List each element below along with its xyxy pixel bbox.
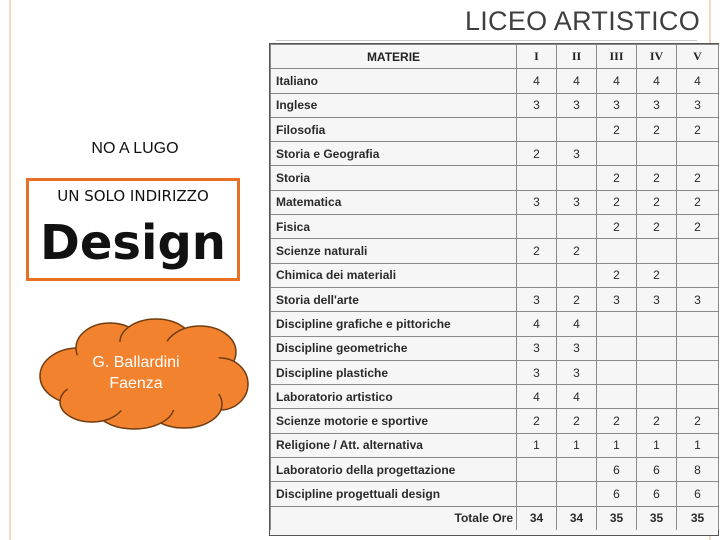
hours-cell-year-5 [677,263,719,287]
subject-cell: Storia e Geografia [271,142,517,166]
hours-cell-year-1: 4 [517,69,557,93]
subject-cell: Filosofia [271,117,517,141]
hours-cell-year-1: 3 [517,190,557,214]
hours-cell-year-2 [557,215,597,239]
indirizzo-box [26,178,240,281]
hours-cell-year-5 [677,142,719,166]
hours-cell-year-5: 8 [677,458,719,482]
total-hours-year-2: 34 [557,506,597,530]
hours-cell-year-2: 2 [557,287,597,311]
table-row [271,433,719,457]
hours-cell-year-3 [597,239,637,263]
subject-cell: Matematica [271,190,517,214]
hours-cell-year-3 [597,336,637,360]
hours-cell-year-5: 6 [677,482,719,506]
header-year-4: IV [637,45,677,69]
hours-cell-year-1 [517,458,557,482]
table-row [271,287,719,311]
hours-cell-year-2: 4 [557,69,597,93]
hours-cell-year-1: 3 [517,336,557,360]
indirizzo-name: Design [40,215,226,271]
header-year-5: V [677,45,719,69]
total-hours-year-5: 35 [677,506,719,530]
table-row [271,360,719,384]
hours-cell-year-3: 2 [597,117,637,141]
slide-title: LICEO ARTISTICO [464,6,700,36]
hours-cell-year-1: 2 [517,239,557,263]
hours-cell-year-3: 6 [597,482,637,506]
hours-cell-year-2 [557,263,597,287]
table-row [271,239,719,263]
hours-cell-year-2 [557,166,597,190]
hours-cell-year-4: 3 [637,287,677,311]
hours-cell-year-5 [677,385,719,409]
hours-cell-year-1: 3 [517,287,557,311]
hours-cell-year-3 [597,142,637,166]
curriculum-table-container [269,43,719,536]
table-row [271,263,719,287]
hours-cell-year-1 [517,166,557,190]
subject-cell: Italiano [271,69,517,93]
hours-cell-year-3: 2 [597,409,637,433]
hours-cell-year-3: 2 [597,215,637,239]
hours-cell-year-2: 3 [557,142,597,166]
subject-cell: Scienze motorie e sportive [271,409,517,433]
total-label: Totale Ore [271,506,517,530]
hours-cell-year-5 [677,239,719,263]
hours-cell-year-5 [677,360,719,384]
hours-cell-year-1: 1 [517,433,557,457]
hours-cell-year-4 [637,142,677,166]
subject-cell: Scienze naturali [271,239,517,263]
hours-cell-year-4 [637,239,677,263]
header-year-3: III [597,45,637,69]
hours-cell-year-2: 3 [557,360,597,384]
hours-cell-year-1: 4 [517,312,557,336]
hours-cell-year-1 [517,263,557,287]
hours-cell-year-3: 3 [597,93,637,117]
school-name [38,352,234,394]
table-row [271,190,719,214]
hours-cell-year-1 [517,215,557,239]
table-row [271,215,719,239]
header-year-1: I [517,45,557,69]
subject-cell: Storia dell'arte [271,287,517,311]
hours-cell-year-4: 1 [637,433,677,457]
hours-cell-year-4: 3 [637,93,677,117]
hours-cell-year-4: 6 [637,458,677,482]
table-row [271,93,719,117]
hours-cell-year-2 [557,117,597,141]
hours-cell-year-5: 2 [677,409,719,433]
hours-cell-year-3 [597,385,637,409]
hours-cell-year-1 [517,117,557,141]
hours-cell-year-1: 2 [517,142,557,166]
subject-cell: Discipline grafiche e pittoriche [271,312,517,336]
table-row [271,117,719,141]
hours-cell-year-2: 3 [557,336,597,360]
hours-cell-year-5: 2 [677,215,719,239]
table-row [271,166,719,190]
subject-cell: Laboratorio artistico [271,385,517,409]
hours-cell-year-2: 1 [557,433,597,457]
table-row [271,458,719,482]
hours-cell-year-2: 4 [557,385,597,409]
hours-cell-year-5: 4 [677,69,719,93]
title-divider [276,40,697,41]
table-row [271,142,719,166]
hours-cell-year-4: 2 [637,409,677,433]
hours-cell-year-1: 4 [517,385,557,409]
table-row [271,482,719,506]
curriculum-table [270,44,719,530]
hours-cell-year-4: 2 [637,166,677,190]
hours-cell-year-5 [677,312,719,336]
hours-cell-year-3: 2 [597,190,637,214]
hours-cell-year-3: 2 [597,263,637,287]
hours-cell-year-4: 4 [637,69,677,93]
subject-cell: Chimica dei materiali [271,263,517,287]
hours-cell-year-5: 1 [677,433,719,457]
hours-cell-year-4 [637,312,677,336]
subject-cell: Fisica [271,215,517,239]
hours-cell-year-5: 3 [677,93,719,117]
subject-cell: Discipline plastiche [271,360,517,384]
total-row [271,506,719,530]
hours-cell-year-4 [637,385,677,409]
hours-cell-year-1: 2 [517,409,557,433]
hours-cell-year-4: 2 [637,263,677,287]
hours-cell-year-3: 6 [597,458,637,482]
school-name-line1: G. Ballardini [92,354,180,371]
subject-cell: Discipline geometriche [271,336,517,360]
subject-cell: Discipline progettuali design [271,482,517,506]
hours-cell-year-2 [557,482,597,506]
hours-cell-year-2: 2 [557,239,597,263]
location-text: NO A LUGO [91,140,179,157]
header-subject: MATERIE [271,45,517,69]
hours-cell-year-4: 2 [637,117,677,141]
hours-cell-year-3: 1 [597,433,637,457]
hours-cell-year-3 [597,312,637,336]
subject-cell: Inglese [271,93,517,117]
hours-cell-year-4: 2 [637,215,677,239]
subject-cell: Laboratorio della progettazione [271,458,517,482]
hours-cell-year-3: 3 [597,287,637,311]
total-hours-year-4: 35 [637,506,677,530]
table-row [271,69,719,93]
table-row [271,409,719,433]
hours-cell-year-2 [557,458,597,482]
hours-cell-year-5: 3 [677,287,719,311]
hours-cell-year-2: 2 [557,409,597,433]
hours-cell-year-1 [517,482,557,506]
hours-cell-year-1: 3 [517,93,557,117]
hours-cell-year-4: 6 [637,482,677,506]
subject-cell: Storia [271,166,517,190]
hours-cell-year-5: 2 [677,166,719,190]
table-header-row [271,45,719,69]
table-row [271,385,719,409]
hours-cell-year-4: 2 [637,190,677,214]
hours-cell-year-3 [597,360,637,384]
total-hours-year-3: 35 [597,506,637,530]
table-row [271,312,719,336]
table-body [271,69,719,530]
slide-frame-left [9,0,11,540]
hours-cell-year-3: 2 [597,166,637,190]
hours-cell-year-5: 2 [677,190,719,214]
hours-cell-year-2: 3 [557,190,597,214]
hours-cell-year-5: 2 [677,117,719,141]
total-hours-year-1: 34 [517,506,557,530]
subject-cell: Religione / Att. alternativa [271,433,517,457]
indirizzo-label: UN SOLO INDIRIZZO [57,187,209,205]
hours-cell-year-1: 3 [517,360,557,384]
header-year-2: II [557,45,597,69]
hours-cell-year-5 [677,336,719,360]
hours-cell-year-4 [637,360,677,384]
hours-cell-year-2: 3 [557,93,597,117]
school-name-line2: Faenza [109,375,163,392]
hours-cell-year-4 [637,336,677,360]
table-row [271,336,719,360]
hours-cell-year-3: 4 [597,69,637,93]
hours-cell-year-2: 4 [557,312,597,336]
